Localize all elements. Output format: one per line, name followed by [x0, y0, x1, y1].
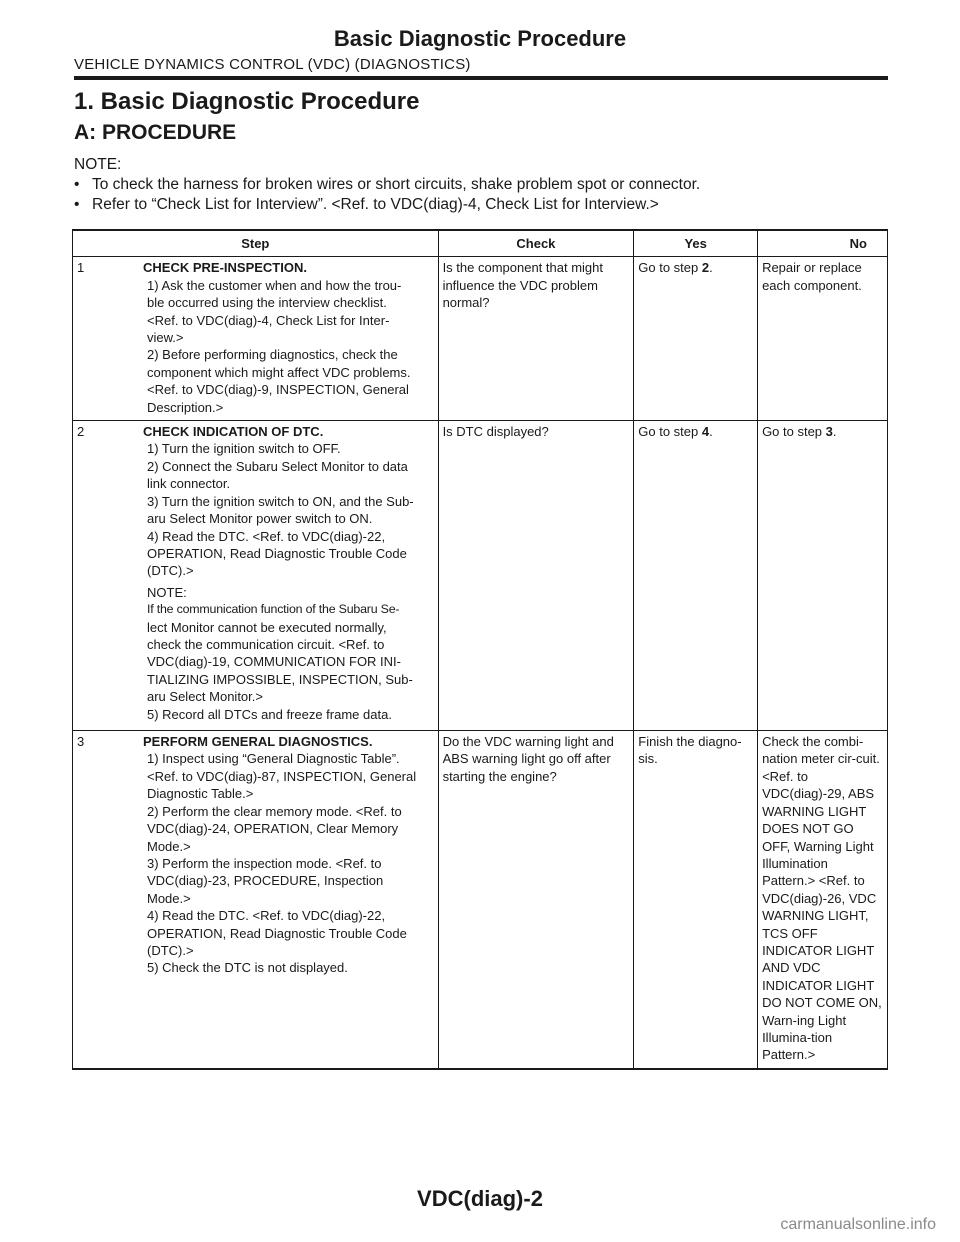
yes-step-link[interactable]: 4: [701, 424, 710, 440]
header-divider: [74, 76, 888, 80]
step-line: 5) Check the DTC is not displayed.: [147, 960, 348, 976]
page-header-title: Basic Diagnostic Procedure: [333, 26, 627, 51]
yes-cell: Finish the diagno-sis.: [634, 731, 758, 1069]
step-line: 2) Connect the Subaru Select Monitor to data: [147, 458, 408, 474]
yes-step-link[interactable]: 2: [701, 260, 710, 276]
step-note-line: aru Select Monitor.>: [147, 689, 263, 705]
table-header-row: [73, 230, 888, 257]
no-cell: Go to step 3.: [758, 421, 888, 731]
column-header-yes: Yes: [634, 230, 758, 257]
page-header-subtitle: VEHICLE DYNAMICS CONTROL (VDC) (DIAGNOSTICS): [74, 56, 471, 73]
step-line: OPERATION, Read Diagnostic Trouble Code: [147, 545, 407, 561]
yes-text: Go to step: [638, 424, 702, 440]
step-number: 1: [77, 260, 85, 276]
step-line: link connector.: [147, 476, 231, 492]
step-line: 3) Turn the ignition switch to ON, and the Sub-: [147, 493, 414, 509]
step-line: Description.>: [147, 399, 224, 415]
yes-cell: Go to step 2.: [634, 257, 758, 421]
step-line: 4) Read the DTC. <Ref. to VDC(diag)-22,: [147, 528, 386, 544]
step-line: VDC(diag)-24, OPERATION, Clear Memory: [147, 821, 399, 837]
table-row: [73, 731, 888, 1069]
step-line: OPERATION, Read Diagnostic Trouble Code: [147, 925, 407, 941]
step-note-label: NOTE:: [147, 584, 187, 600]
note-label: NOTE:: [74, 156, 122, 173]
yes-text: Go to step: [638, 260, 702, 276]
no-step-link[interactable]: 3: [825, 424, 833, 440]
step-line: aru Select Monitor power switch to ON.: [147, 511, 373, 527]
step-line: 4) Read the DTC. <Ref. to VDC(diag)-22,: [147, 908, 386, 924]
step-number: 2: [77, 424, 85, 440]
step-note-line: lect Monitor cannot be executed normally,: [147, 619, 387, 635]
step-note-line: check the communication circuit. <Ref. to: [147, 636, 385, 652]
step-line: component which might affect VDC problems.: [147, 364, 411, 380]
step-note-line: VDC(diag)-19, COMMUNICATION FOR INI-: [147, 654, 401, 670]
check-cell: Is the component that might influence the VDC problem normal?: [438, 257, 634, 421]
step-line: <Ref. to VDC(diag)-87, INSPECTION, General: [147, 768, 417, 784]
step-line: Diagnostic Table.>: [147, 786, 254, 802]
step-line: (DTC).>: [147, 563, 194, 579]
step-line: 5) Record all DTCs and freeze frame data.: [147, 706, 392, 722]
column-header-no: No: [758, 230, 888, 257]
step-line: ble occurred using the interview checklist.: [147, 295, 387, 311]
section-subheading: A: PROCEDURE: [74, 121, 237, 144]
note-item: • To check the harness for broken wires or short circuits, shake problem spot or connector.: [74, 175, 894, 195]
step-line: (DTC).>: [147, 942, 194, 958]
step-line: Mode.>: [147, 838, 191, 854]
step-title: CHECK INDICATION OF DTC.: [143, 424, 324, 440]
step-note-line: If the communication function of the Subaru Se-: [147, 602, 400, 617]
step-title: PERFORM GENERAL DIAGNOSTICS.: [143, 734, 373, 750]
step-line: 2) Perform the clear memory mode. <Ref. to: [147, 803, 402, 819]
step-line: <Ref. to VDC(diag)-9, INSPECTION, General: [147, 382, 409, 398]
procedure-table: [72, 229, 888, 1070]
step-line: 1) Ask the customer when and how the trou-: [147, 277, 402, 293]
column-header-step: Step: [73, 230, 439, 257]
step-line: 3) Perform the inspection mode. <Ref. to: [147, 855, 382, 871]
no-text: Go to step: [762, 424, 826, 440]
watermark-text: carmanualsonline.info: [780, 1216, 936, 1233]
no-cell: Check the combi-nation meter cir-cuit. <Ref. to VDC(diag)-29, ABS WARNING LIGHT DOES NOT GO OFF, Warning Light Illumination Pattern.> <Ref. to VDC(diag)-26, VDC WARNING LIGHT, TCS OFF INDICATOR LIGHT AND VDC INDICATOR LIGHT DO NOT COME ON, Warn-ing Light Illumina-tion Pattern.>: [758, 731, 888, 1069]
step-line: Mode.>: [147, 890, 191, 906]
no-cell: Repair or replace each component.: [758, 257, 888, 421]
step-cell: [73, 421, 439, 731]
note-block: [74, 155, 894, 215]
step-line: view.>: [147, 330, 184, 346]
step-cell: [73, 731, 439, 1069]
step-note-line: TIALIZING IMPOSSIBLE, INSPECTION, Sub-: [147, 671, 413, 687]
section-heading: 1. Basic Diagnostic Procedure: [74, 88, 420, 115]
step-line: VDC(diag)-23, PROCEDURE, Inspection: [147, 873, 384, 889]
step-line: <Ref. to VDC(diag)-4, Check List for Inter-: [147, 312, 390, 328]
check-cell: Is DTC displayed?: [438, 421, 634, 731]
yes-cell: Go to step 4.: [634, 421, 758, 731]
note-item: • Refer to “Check List for Interview”. <Ref. to VDC(diag)-4, Check List for Interview.>: [74, 195, 894, 215]
step-cell: [73, 257, 439, 421]
table-row: [73, 257, 888, 421]
column-header-check: Check: [438, 230, 634, 257]
step-number: 3: [77, 734, 85, 750]
check-cell: Do the VDC warning light and ABS warning light go off after starting the engine?: [438, 731, 634, 1069]
step-line: 2) Before performing diagnostics, check the: [147, 347, 398, 363]
step-title: CHECK PRE-INSPECTION.: [143, 260, 307, 276]
table-row: [73, 421, 888, 731]
page-number: VDC(diag)-2: [417, 1186, 543, 1211]
step-line: 1) Turn the ignition switch to OFF.: [147, 441, 341, 457]
step-line: 1) Inspect using “General Diagnostic Table”.: [147, 751, 400, 767]
